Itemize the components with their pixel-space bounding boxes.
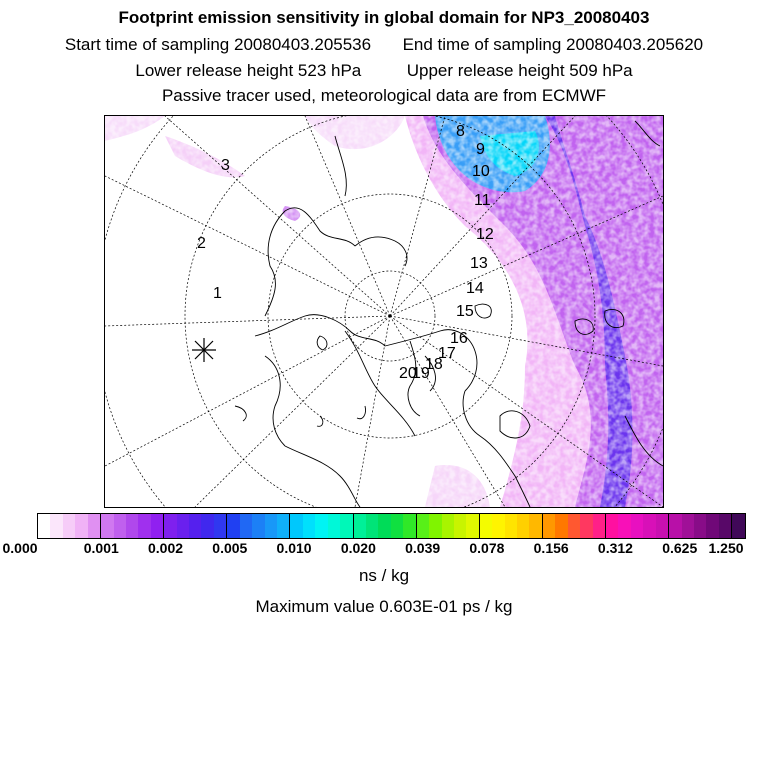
- colorbar-segment: [50, 514, 62, 538]
- colorbar-segment: [706, 514, 718, 538]
- upper-release-label: Upper release height: [406, 61, 565, 80]
- colorbar-segment: [454, 514, 466, 538]
- colorbar-segment: [656, 514, 668, 538]
- trajectory-label: 10: [472, 163, 490, 180]
- colorbar-segment: [682, 514, 694, 538]
- trajectory-label: 17: [438, 345, 456, 362]
- asterisk-icon: [192, 338, 216, 362]
- trajectory-label: 1: [213, 285, 222, 302]
- colorbar-segment: [177, 514, 189, 538]
- colorbar-tick-label: 0.039: [405, 540, 441, 556]
- plot-title: Footprint emission sensitivity in global domain for NP3_20080403: [118, 8, 650, 27]
- colorbar-segment: [391, 514, 403, 538]
- colorbar-segment: [618, 514, 630, 538]
- trajectory-label: 16: [450, 330, 468, 347]
- colorbar-segment: [643, 514, 655, 538]
- trajectory-label: 13: [470, 255, 488, 272]
- upper-release-value: 509 hPa: [569, 61, 633, 80]
- colorbar-segment: [403, 514, 415, 538]
- lower-release-label: Lower release height: [135, 61, 294, 80]
- colorbar-segment: [505, 514, 517, 538]
- colorbar-segment: [555, 514, 567, 538]
- trajectory-label: 11: [474, 192, 491, 209]
- colorbar-segment: [265, 514, 277, 538]
- colorbar-segment: [416, 514, 429, 538]
- colorbar-segment: [328, 514, 340, 538]
- colorbar-tick-label: 0.000: [2, 540, 38, 556]
- end-time-label: End time of sampling: [402, 35, 562, 54]
- colorbar-segment: [240, 514, 252, 538]
- colorbar-segment: [303, 514, 315, 538]
- colorbar-tick-label: 0.010: [276, 540, 312, 556]
- lower-release-value: 523 hPa: [297, 61, 362, 80]
- colorbar-segment: [529, 514, 541, 538]
- colorbar-segment: [138, 514, 150, 538]
- colorbar-segment: [442, 514, 454, 538]
- colorbar-tick-label: 0.078: [469, 540, 505, 556]
- colorbar-segment: [38, 514, 50, 538]
- colorbar-segment: [315, 514, 327, 538]
- trajectory-label: 18: [425, 356, 443, 373]
- colorbar-tick-label: 0.156: [533, 540, 569, 556]
- colorbar-segment: [63, 514, 75, 538]
- colorbar-segment: [114, 514, 126, 538]
- start-time-value: 20080403.205536: [234, 35, 372, 54]
- start-time-label: Start time of sampling: [64, 35, 230, 54]
- colorbar-tick-label: 0.020: [340, 540, 376, 556]
- maximum-value: Maximum value 0.603E-01 ps / kg: [255, 597, 513, 616]
- colorbar-segment: [631, 514, 643, 538]
- colorbar-segment: [517, 514, 529, 538]
- footprint-map: [104, 115, 664, 508]
- colorbar-tick-label: 0.005: [212, 540, 248, 556]
- colorbar-segment: [719, 514, 731, 538]
- trajectory-label: 15: [456, 303, 474, 320]
- colorbar-segment: [580, 514, 592, 538]
- colorbar-segment: [75, 514, 87, 538]
- trajectory-label: 3: [221, 157, 230, 174]
- colorbar: [37, 513, 746, 539]
- trajectory-label: 20: [399, 365, 417, 382]
- colorbar-segment: [429, 514, 441, 538]
- colorbar-segment: [88, 514, 100, 538]
- trajectory-label: 19: [412, 365, 430, 382]
- map-canvas: [105, 116, 663, 507]
- colorbar-tick-label: 0.312: [597, 540, 633, 556]
- trajectory-label: 2: [197, 235, 206, 252]
- colorbar-segment: [340, 514, 352, 538]
- trajectory-label: 8: [456, 123, 465, 140]
- colorbar-segment: [163, 514, 176, 538]
- colorbar-tick-label: 0.625: [662, 540, 698, 556]
- colorbar-segment: [100, 514, 113, 538]
- colorbar-segment: [126, 514, 138, 538]
- colorbar-segment: [492, 514, 504, 538]
- release-heights: [0, 61, 768, 81]
- colorbar-segment: [226, 514, 239, 538]
- colorbar-segment: [289, 514, 302, 538]
- colorbar-segment: [694, 514, 706, 538]
- colorbar-segment: [568, 514, 580, 538]
- colorbar-segment: [277, 514, 289, 538]
- trajectory-label: 9: [476, 141, 485, 158]
- tracer-note: Passive tracer used, meteorological data are from ECMWF: [161, 86, 607, 105]
- colorbar-segment: [189, 514, 201, 538]
- trajectory-label: 14: [466, 280, 484, 297]
- colorbar-tick-label: 0.001: [83, 540, 119, 556]
- colorbar-segment: [731, 514, 744, 538]
- colorbar-segment: [201, 514, 213, 538]
- end-time-value: 20080403.205620: [566, 35, 704, 54]
- colorbar-segment: [151, 514, 163, 538]
- colorbar-segment: [252, 514, 264, 538]
- colorbar-segment: [353, 514, 366, 538]
- colorbar-segment: [479, 514, 492, 538]
- colorbar-segment: [214, 514, 226, 538]
- colorbar-segment: [366, 514, 378, 538]
- sampling-times: [0, 35, 768, 55]
- colorbar-tick-label: 1.250: [708, 540, 744, 556]
- trajectory-label: 12: [476, 226, 494, 243]
- colorbar-segment: [466, 514, 478, 538]
- colorbar-tick-label: 0.002: [148, 540, 184, 556]
- colorbar-segment: [542, 514, 555, 538]
- colorbar-segment: [378, 514, 390, 538]
- colorbar-segment: [668, 514, 681, 538]
- colorbar-segment: [593, 514, 605, 538]
- colorbar-unit: ns / kg: [358, 566, 410, 585]
- footprint-field: [105, 116, 663, 507]
- colorbar-segment: [605, 514, 618, 538]
